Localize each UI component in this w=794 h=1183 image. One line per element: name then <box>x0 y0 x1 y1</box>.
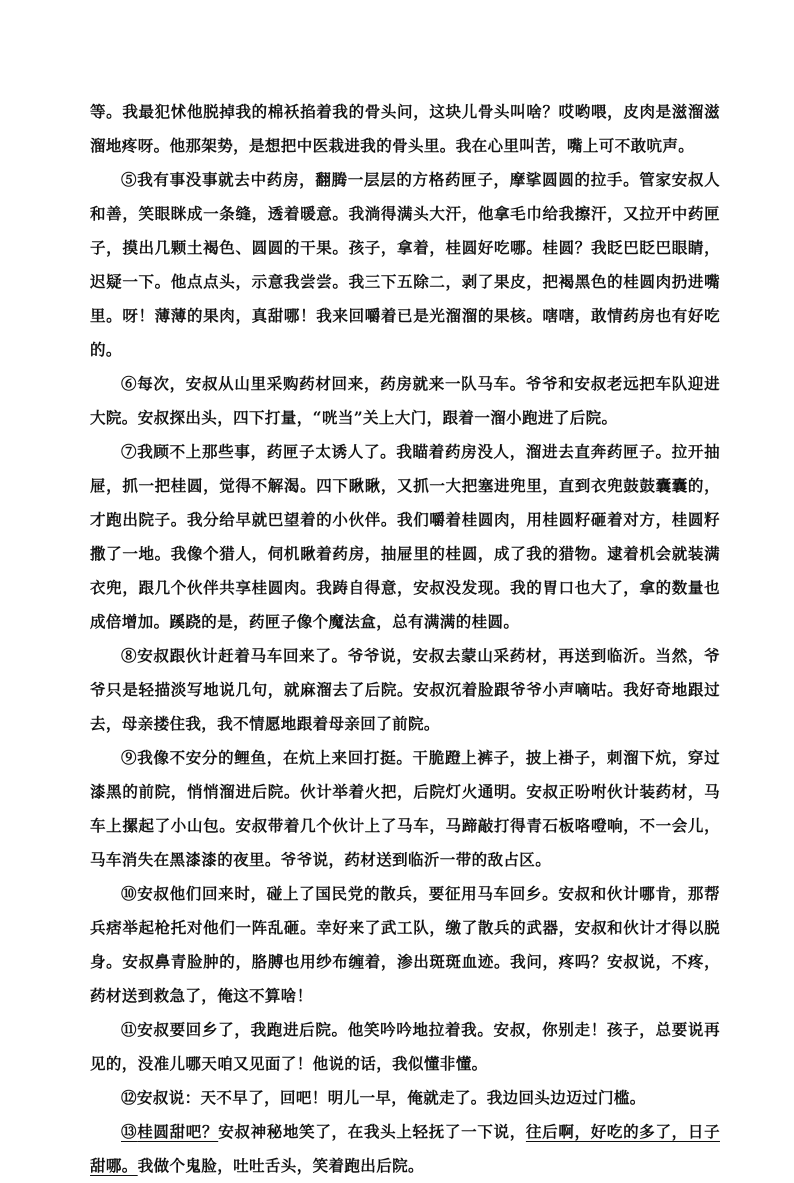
paragraph-7: ⑦我顾不上那些事，药匣子太诱人了。我瞄着药房没人，溜进去直奔药匣子。拉开抽屉，抓一把桂圆，觉得不解渴。四下瞅瞅，又抓一大把塞进兜里，直到衣兜鼓鼓囊囊的，才跑出院子。我分给早就巴望着的小伙伴。我们嚼着桂圆肉，用桂圆籽砸着对方，桂圆籽撒了一地。我像个猎人，伺机瞅着药房，抽屉里的桂圆，成了我的猎物。逮着机会就装满衣兜，跟几个伙伴共享桂圆肉。我踌自得意，安叔没发现。我的胃口也大了，拿的数量也成倍增加。蹊跷的是，药匣子像个魔法盒，总有满满的桂圆。 <box>90 442 720 631</box>
paragraph-8: ⑧安叔跟伙计赶着马车回来了。爷爷说，安叔去蒙山采药材，再送到临沂。当然，爷爷只是轻描淡写地说几句，就麻溜去了后院。安叔沉着脸跟爷爷小声嘀咕。我好奇地跟过去，母亲搂住我，我不情愿地跟着母亲回了前院。 <box>90 646 720 733</box>
paragraph-10: ⑩安叔他们回来时，碰上了国民党的散兵，要征用马车回乡。安叔和伙计哪肯，那帮兵痞举起枪托对他们一阵乱砸。幸好来了武工队，缴了散兵的武器，安叔和伙计才得以脱身。安叔鼻青脸肿的，胳膊也用纱布缠着，渗出斑斑血迹。我问，疼吗？安叔说，不疼，药材送到救急了，俺这不算啥！ <box>90 884 720 1005</box>
paragraph-12: ⑫安叔说：天不早了，回吧！明儿一早，俺就走了。我边回头边迈过门槛。 <box>121 1088 646 1107</box>
paragraph-11: ⑪安叔要回乡了，我跑进后院。他笑吟吟地拉着我。安叔，你别走！孩子，总要说再见的，没准儿哪天咱又见面了！他说的话，我似懂非懂。 <box>90 1020 720 1073</box>
paragraph-6: ⑥每次，安叔从山里采购药材回来，药房就来一队马车。爷爷和安叔老远把车队迎进大院。安叔探出头，四下打量，“咣当”关上大门，跟着一溜小跑进了后院。 <box>90 374 720 427</box>
paragraph-9: ⑨我像不安分的鲤鱼，在炕上来回打挺。干脆蹬上裤子，披上褂子，刺溜下炕，穿过漆黑的前院，悄悄溜进后院。伙计举着火把，后院灯火通明。安叔正吩咐伙计装药材，马车上摞起了小山包。安叔带着几个伙计上了马车，马蹄敲打得青石板咯噔响，不一会儿，马车消失在黑漆漆的夜里。爷爷说，药材送到临沂一带的敌占区。 <box>90 748 720 869</box>
paragraph-13-middle: 安叔神秘地笑了，在我头上轻抚了一下说， <box>218 1122 526 1141</box>
underlined-question: 桂圆甜吧？ <box>137 1122 219 1141</box>
paragraph-13-number: ⑬ <box>121 1122 138 1141</box>
paragraph-13-tail: 我做个鬼脸，吐吐舌头，笑着跑出后院。 <box>137 1156 424 1175</box>
article-body <box>90 95 720 1183</box>
paragraph-13 <box>90 1115 720 1183</box>
underlined-saying: 往后啊，好吃的多了，日子甜哪。 <box>90 1122 720 1175</box>
paragraph-continuation: 等。我最犯怵他脱掉我的棉袄掐着我的骨头问，这块儿骨头叫啥？哎哟喂，皮肉是滋溜滋溜地疼呀。他那架势，是想把中医栽进我的骨头里。我在心里叫苦，嘴上可不敢吭声。 <box>90 102 720 155</box>
paragraph-5: ⑤我有事没事就去中药房，翻腾一层层的方格药匣子，摩挲圆圆的拉手。管家安叔人和善，笑眼眯成一条缝，透着暖意。我淌得满头大汗，他拿毛巾给我擦汗，又拉开中药匣子，摸出几颗土褐色、圆圆的干果。孩子，拿着，桂圆好吃哪。桂圆？我眨巴眨巴眼睛，迟疑一下。他点点头，示意我尝尝。我三下五除二，剥了果皮，把褐黑色的桂圆肉扔进嘴里。呀！薄薄的果肉，真甜哪！我来回嚼着已是光溜溜的果核。嗐嗐，敢情药房也有好吃的。 <box>90 170 720 359</box>
